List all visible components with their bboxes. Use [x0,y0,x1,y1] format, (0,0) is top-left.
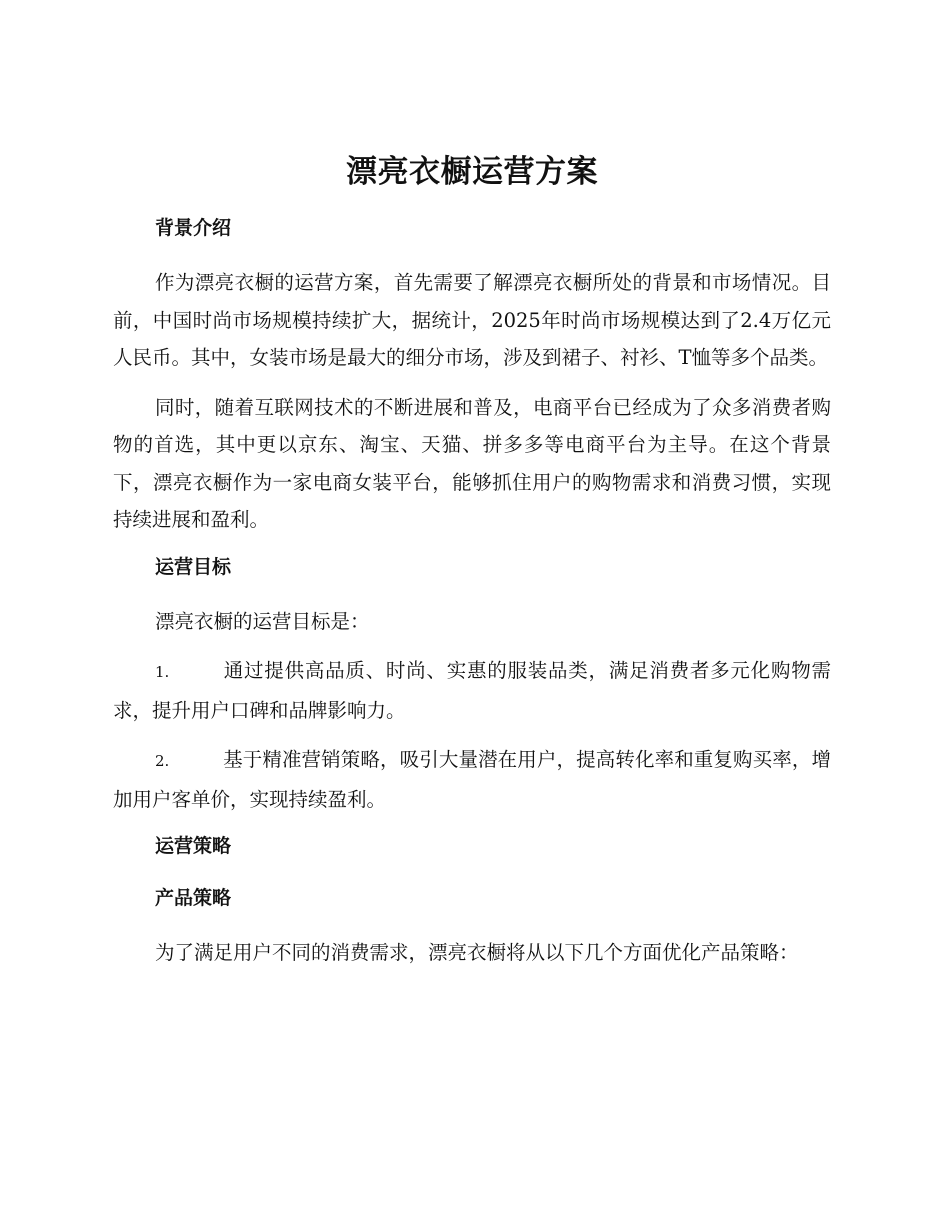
section-subheading-product: 产品策略 [155,887,232,909]
list-item-text: 通过提供高品质、时尚、实惠的服装品类，满足消费者多元化购物需求，提升用户口碑和品牌影响力。 [113,659,831,722]
list-number: 1. [155,663,170,681]
list-item-text: 基于精准营销策略，吸引大量潜在用户，提高转化率和重复购买率，增加用户客单价，实现持续盈利。 [113,748,831,811]
paragraph: 作为漂亮衣橱的运营方案，首先需要了解漂亮衣橱所处的背景和市场情况。目前，中国时尚市场规模持续扩大，据统计，2025年时尚市场规模达到了2.4万亿元人民币。其中，女装市场是最大的细分市场，涉及到裙子、衬衫、T恤等多个品类。 [113,271,831,369]
section-heading-strategy: 运营策略 [155,835,232,857]
document-body [113,150,831,984]
list-item [113,741,831,818]
paragraph: 漂亮衣橱的运营目标是： [155,609,370,633]
paragraph: 为了满足用户不同的消费需求，漂亮衣橱将从以下几个方面优化产品策略： [155,941,799,964]
paragraph: 同时，随着互联网技术的不断进展和普及，电商平台已经成为了众多消费者购物的首选，其中更以京东、淘宝、天猫、拼多多等电商平台为主导。在这个背景下，漂亮衣橱作为一家电商女装平台，能够抓住用户的购物需求和消费习惯，实现持续进展和盈利。 [113,395,831,531]
list-number: 2. [155,752,170,770]
section-heading-goals: 运营目标 [155,555,232,578]
document-title: 漂亮衣橱运营方案 [346,154,598,190]
list-item [113,652,831,729]
section-heading-background: 背景介绍 [155,217,232,239]
